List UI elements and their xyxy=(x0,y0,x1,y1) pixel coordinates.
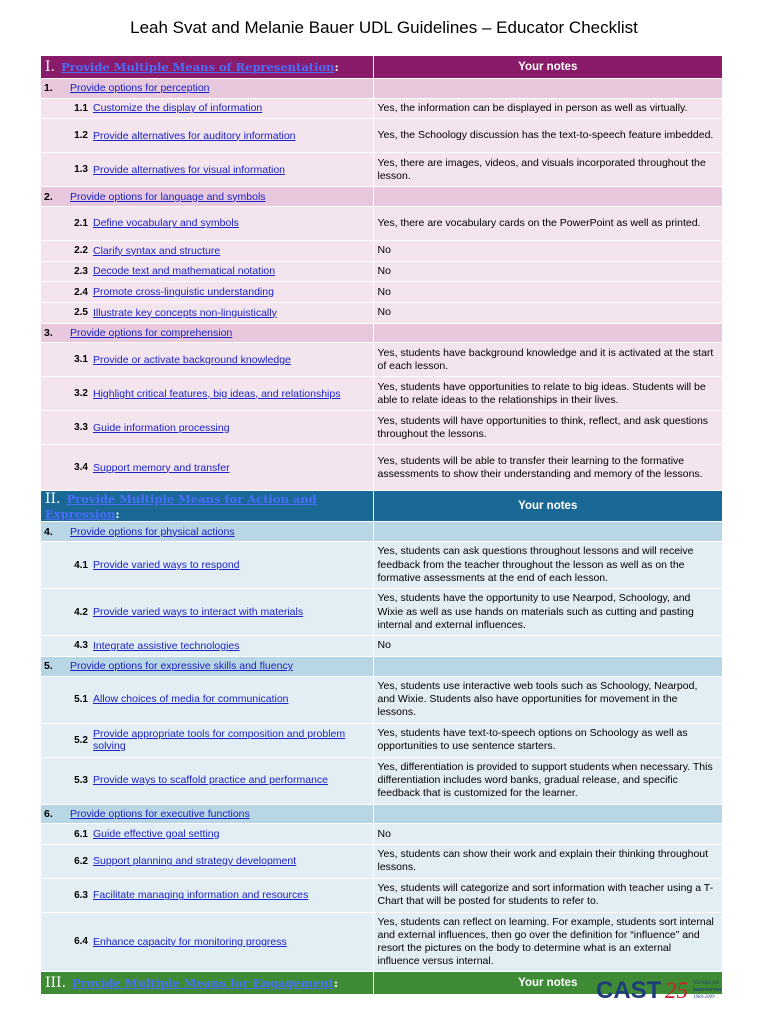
group-title-link[interactable]: Provide options for comprehension xyxy=(70,326,233,339)
checkpoint-link[interactable]: Illustrate key concepts non-linguistically xyxy=(93,306,277,319)
logo-line-2: INNOVATION xyxy=(693,987,722,992)
section-numeral: II. xyxy=(45,491,61,508)
checkpoint-number: 3.4 xyxy=(74,462,88,474)
checkpoint-cell xyxy=(41,636,373,657)
checkpoint-cell xyxy=(41,844,373,878)
checkpoint-link[interactable]: Facilitate managing information and resources xyxy=(93,889,309,902)
group-number: 6. xyxy=(44,807,53,820)
checkpoint-cell xyxy=(41,757,373,804)
group-title-link[interactable]: Provide options for language and symbols xyxy=(70,190,266,203)
checkpoint-number: 3.3 xyxy=(74,422,88,434)
notes-column-header: Your notes xyxy=(373,56,722,79)
checkpoint-link[interactable]: Integrate assistive technologies xyxy=(93,639,240,652)
cast-logo xyxy=(596,975,726,1005)
logo-line-1: YEARS OF xyxy=(693,980,720,986)
checkpoint-cell xyxy=(41,282,373,303)
checkpoint-cell xyxy=(41,119,373,153)
logo-anniversary-number: 25 xyxy=(665,978,688,1003)
checkpoint-link[interactable]: Provide varied ways to respond xyxy=(93,558,240,571)
checkpoint-note: Yes, the Schoology discussion has the text-to-speech feature imbedded. xyxy=(373,119,722,153)
checkpoint-note: Yes, students can show their work and explain their thinking throughout lessons. xyxy=(373,844,722,878)
checkpoint-cell xyxy=(41,589,373,636)
logo-brand: CAST xyxy=(596,977,662,1004)
section-header xyxy=(41,971,373,994)
section-colon: : xyxy=(333,975,339,990)
checkpoint-note: Yes, students will categorize and sort information with teacher using a T-Chart that will be posted for students to refer to. xyxy=(373,878,722,912)
notes-column-header: Your notes xyxy=(373,971,722,994)
section-colon: : xyxy=(334,60,339,74)
checkpoint-cell xyxy=(41,302,373,323)
checkpoint-link[interactable]: Provide ways to scaffold practice and performance xyxy=(93,774,329,787)
checkpoint-note: Yes, students use interactive web tools such as Schoology, Nearpod, and Wixie. Students also have opportunities for movement in the lessons. xyxy=(373,676,722,723)
checkpoint-note: No xyxy=(373,302,722,323)
checkpoint-link[interactable]: Guide information processing xyxy=(93,421,230,434)
checkpoint-number: 3.2 xyxy=(74,388,88,400)
checkpoint-link[interactable]: Enhance capacity for monitoring progress xyxy=(93,935,287,948)
checkpoint-cell xyxy=(41,676,373,723)
checkpoint-note: Yes, students have opportunities to relate to big ideas. Students will be able to relate ideas to the relationships in their lives. xyxy=(373,377,722,411)
checkpoint-number: 2.3 xyxy=(74,266,88,278)
checkpoint-link[interactable]: Provide alternatives for auditory information xyxy=(93,129,296,142)
checkpoint-number: 2.5 xyxy=(74,307,88,319)
checkpoint-note: No xyxy=(373,241,722,262)
group-notes-cell xyxy=(373,187,722,207)
checkpoint-note: Yes, differentiation is provided to support students when necessary. This differentiation includes word banks, gradual release, and specific feedback that is customized for the learner. xyxy=(373,757,722,804)
checkpoint-cell xyxy=(41,343,373,377)
checkpoint-number: 6.2 xyxy=(74,855,88,867)
group-number: 3. xyxy=(44,326,53,339)
checkpoint-note: No xyxy=(373,282,722,303)
checkpoint-number: 4.2 xyxy=(74,606,88,618)
group-notes-cell xyxy=(373,79,722,99)
checkpoint-cell xyxy=(41,723,373,757)
section-colon: : xyxy=(115,507,120,522)
checkpoint-note: Yes, students will have opportunities to think, reflect, and ask questions throughout the lessons. xyxy=(373,411,722,445)
checkpoint-link[interactable]: Provide varied ways to interact with materials xyxy=(93,605,304,618)
checkpoint-cell xyxy=(41,377,373,411)
checkpoint-cell xyxy=(41,824,373,845)
checkpoint-link[interactable]: Provide alternatives for visual information xyxy=(93,163,286,176)
section-numeral: III. xyxy=(45,974,67,991)
group-number: 2. xyxy=(44,190,53,203)
checkpoint-note: Yes, students have the opportunity to use Nearpod, Schoology, and Wixie as well as use hands on materials such as cutting and pasting internal and external influences. xyxy=(373,589,722,636)
checkpoint-link[interactable]: Allow choices of media for communication xyxy=(93,693,289,706)
checkpoint-link[interactable]: Highlight critical features, big ideas, and relationships xyxy=(93,387,341,400)
checkpoint-number: 2.4 xyxy=(74,286,88,298)
checkpoint-number: 2.2 xyxy=(74,245,88,257)
checkpoint-link[interactable]: Provide appropriate tools for composition and problem solving xyxy=(93,727,346,753)
checkpoint-link[interactable]: Provide or activate background knowledge xyxy=(93,353,291,366)
checkpoint-note: Yes, students have background knowledge and it is activated at the start of each lesson. xyxy=(373,343,722,377)
page-title: Leah Svat and Melanie Bauer UDL Guidelines – Educator Checklist xyxy=(130,18,638,37)
checkpoint-cell xyxy=(41,542,373,589)
checkpoint-cell xyxy=(41,98,373,119)
checkpoint-note: No xyxy=(373,636,722,657)
section-title-link[interactable]: Provide Multiple Means for Engagement xyxy=(72,975,334,990)
checkpoint-cell xyxy=(41,445,373,491)
group-title-link[interactable]: Provide options for perception xyxy=(70,82,210,95)
guideline-group xyxy=(41,79,373,99)
checkpoint-link[interactable]: Clarify syntax and structure xyxy=(93,244,221,257)
udl-checklist-table xyxy=(41,56,722,995)
checkpoint-link[interactable]: Support planning and strategy development xyxy=(93,855,297,868)
group-number: 5. xyxy=(44,660,53,673)
checkpoint-link[interactable]: Define vocabulary and symbols xyxy=(93,217,239,230)
checkpoint-note: Yes, students can reflect on learning. For example, students sort internal and external influences, then go over the definition for “influence” and resort the pictures on the body to determine what is an external influence versus internal. xyxy=(373,912,722,971)
guideline-group xyxy=(41,522,373,542)
section-numeral: I. xyxy=(45,59,55,75)
checkpoint-number: 5.3 xyxy=(74,775,88,787)
checkpoint-number: 4.3 xyxy=(74,640,88,652)
checkpoint-number: 6.4 xyxy=(74,936,88,948)
checkpoint-link[interactable]: Promote cross-linguistic understanding xyxy=(93,285,274,298)
checkpoint-cell xyxy=(41,261,373,282)
group-notes-cell xyxy=(373,804,722,824)
checkpoint-note: Yes, students can ask questions throughout lessons and will receive feedback from the teacher throughout the lesson as well as on the formative assessments at the end of each lesson. xyxy=(373,542,722,589)
group-notes-cell xyxy=(373,656,722,676)
guideline-group xyxy=(41,656,373,676)
checkpoint-cell xyxy=(41,207,373,241)
group-notes-cell xyxy=(373,522,722,542)
checkpoint-number: 4.1 xyxy=(74,559,88,571)
guideline-group xyxy=(41,323,373,343)
checkpoint-number: 3.1 xyxy=(74,354,88,366)
checkpoint-number: 6.3 xyxy=(74,889,88,901)
section-title-link[interactable]: Provide Multiple Means of Representation xyxy=(60,60,335,74)
checkpoint-number: 6.1 xyxy=(74,828,88,840)
checkpoint-note: Yes, the information can be displayed in person as well as virtually. xyxy=(373,98,722,119)
checkpoint-note: Yes, there are images, videos, and visuals incorporated throughout the lesson. xyxy=(373,153,722,187)
notes-column-header: Your notes xyxy=(373,491,722,522)
logo-line-3: 1984-2009 xyxy=(693,995,715,1000)
section-header xyxy=(41,56,373,79)
group-title-link[interactable]: Provide options for physical actions xyxy=(70,525,235,538)
checkpoint-cell xyxy=(41,878,373,912)
checkpoint-link[interactable]: Customize the display of information xyxy=(93,102,263,115)
checkpoint-number: 5.1 xyxy=(74,694,88,706)
guideline-group xyxy=(41,804,373,824)
checkpoint-number: 1.2 xyxy=(74,130,88,142)
guideline-group xyxy=(41,187,373,207)
section-title-link[interactable]: Provide Multiple Means for Action and Expression xyxy=(45,492,317,522)
group-number: 1. xyxy=(44,82,53,95)
checkpoint-number: 1.3 xyxy=(74,164,88,176)
section-header xyxy=(41,491,373,522)
checkpoint-number: 1.1 xyxy=(74,103,88,115)
checkpoint-cell xyxy=(41,153,373,187)
checkpoint-note: Yes, students have text-to-speech options on Schoology as well as opportunities to use sentence starters. xyxy=(373,723,722,757)
checkpoint-note: Yes, students will be able to transfer their learning to the formative assessments to show their understanding and memory of the lessons. xyxy=(373,445,722,491)
checkpoint-cell xyxy=(41,241,373,262)
group-number: 4. xyxy=(44,525,53,538)
group-title-link[interactable]: Provide options for executive functions xyxy=(70,807,250,820)
group-notes-cell xyxy=(373,323,722,343)
checkpoint-cell xyxy=(41,912,373,971)
checkpoint-note: No xyxy=(373,261,722,282)
checkpoint-link[interactable]: Support memory and transfer xyxy=(93,461,230,474)
checkpoint-note: Yes, there are vocabulary cards on the PowerPoint as well as printed. xyxy=(373,207,722,241)
group-title-link[interactable]: Provide options for expressive skills and fluency xyxy=(70,660,293,673)
checkpoint-number: 5.2 xyxy=(74,734,88,746)
checkpoint-link[interactable]: Decode text and mathematical notation xyxy=(93,265,276,278)
checkpoint-number: 2.1 xyxy=(74,218,88,230)
checkpoint-cell xyxy=(41,411,373,445)
checkpoint-note: No xyxy=(373,824,722,845)
checkpoint-link[interactable]: Guide effective goal setting xyxy=(93,827,220,840)
